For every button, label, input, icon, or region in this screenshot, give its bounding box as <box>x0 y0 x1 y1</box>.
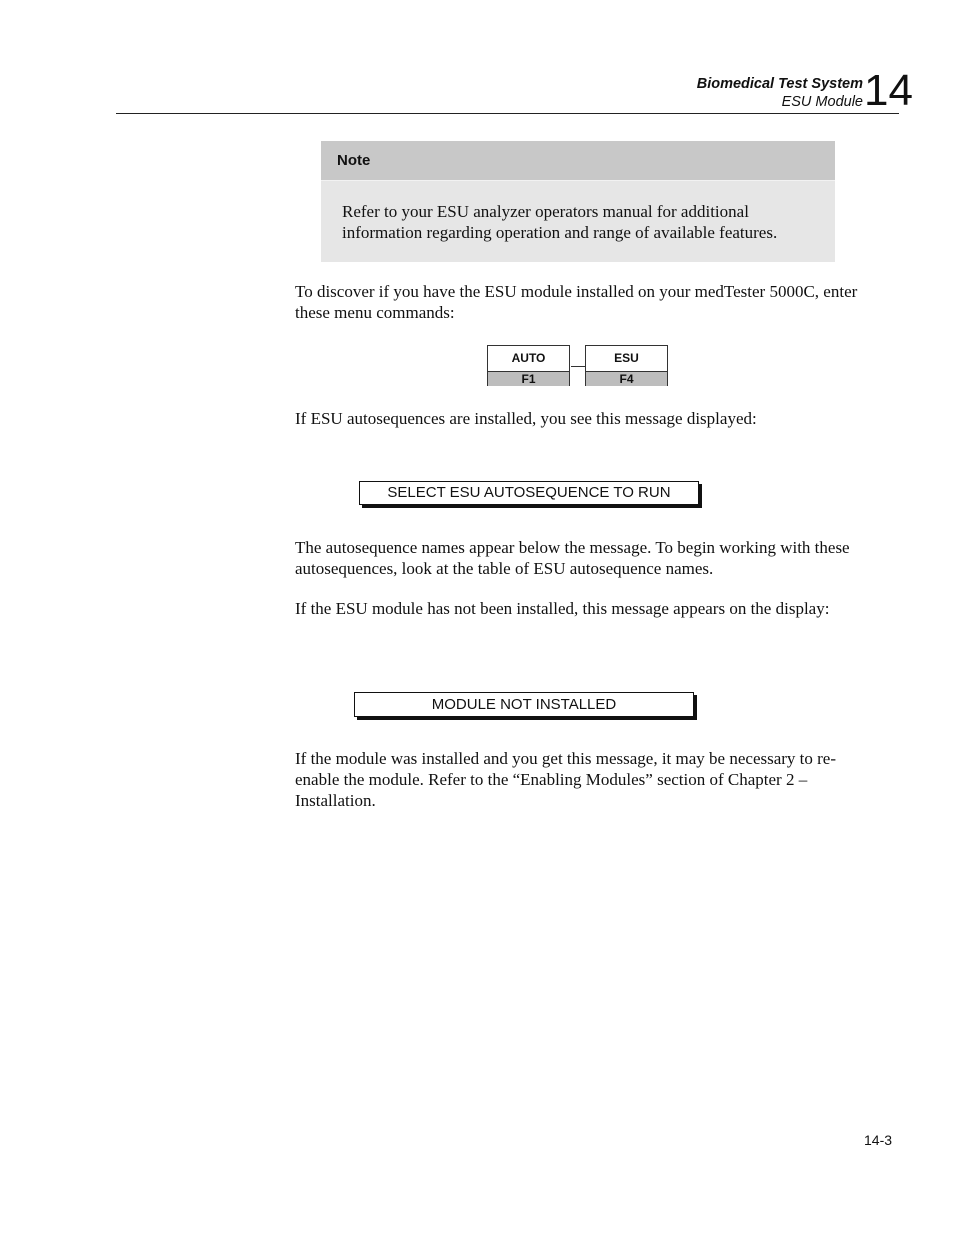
note-box <box>321 141 835 262</box>
module-not-installed-display: MODULE NOT INSTALLED <box>354 692 694 717</box>
auto-key-label: AUTO <box>488 346 569 371</box>
paragraph-discover: To discover if you have the ESU module installed on your medTester 5000C, enter these menu commands: <box>295 282 858 322</box>
chapter-number: 14 <box>864 66 913 115</box>
header-divider <box>116 113 899 114</box>
paragraph-reenable: If the module was installed and you get this message, it may be necessary to re-enable the module. Refer to the “Enabling Modules” section of Chapter 2 – Installation. <box>295 749 837 810</box>
note-text: Refer to your ESU analyzer operators manual for additional information regarding operation and range of available features. <box>342 202 778 242</box>
header-title: Biomedical Test System <box>696 76 863 92</box>
note-header <box>321 141 835 181</box>
f4-key-label: F4 <box>586 371 667 386</box>
paragraph-installed: If ESU autosequences are installed, you see this message displayed: <box>295 409 757 428</box>
f1-key-label: F1 <box>488 371 569 386</box>
page-number: 14-3 <box>864 1132 893 1148</box>
header-subtitle: ESU Module <box>781 94 863 110</box>
paragraph-names: The autosequence names appear below the message. To begin working with these autosequences, look at the table of ESU autosequence names. <box>295 538 850 578</box>
paragraph-not-installed: If the ESU module has not been installed, this message appears on the display: <box>295 599 830 618</box>
esu-function-key <box>585 345 668 386</box>
select-autosequence-display: SELECT ESU AUTOSEQUENCE TO RUN <box>359 481 699 505</box>
key-connector <box>571 366 585 367</box>
note-label: Note <box>337 152 371 169</box>
auto-function-key <box>487 345 570 386</box>
esu-key-label: ESU <box>586 346 667 371</box>
